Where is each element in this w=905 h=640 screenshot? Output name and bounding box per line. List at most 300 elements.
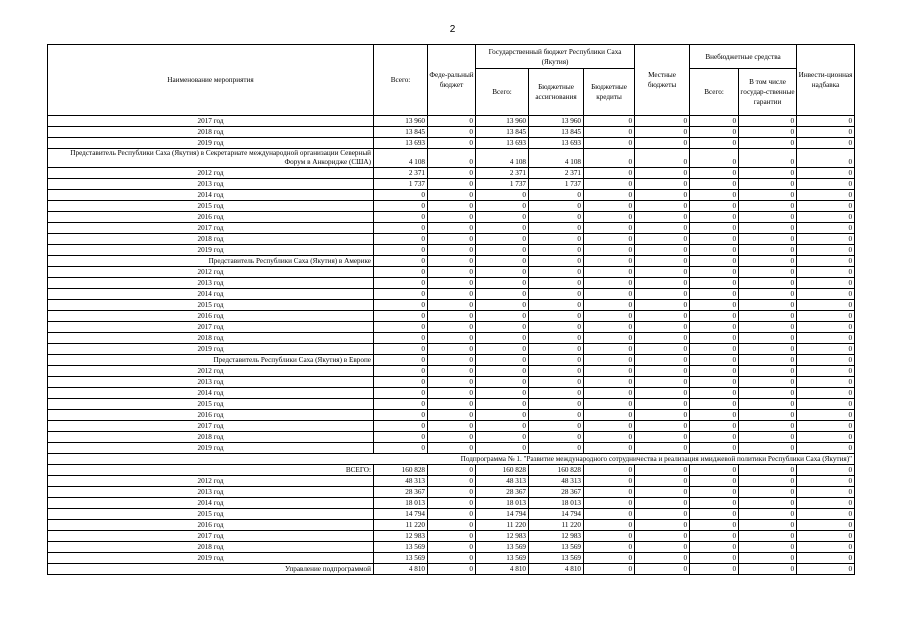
cell-investment: 0 [797, 322, 855, 333]
cell-federal: 0 [428, 498, 476, 509]
cell-local: 0 [635, 333, 690, 344]
cell-investment: 0 [797, 355, 855, 366]
cell-allocations: 0 [529, 245, 584, 256]
cell-local: 0 [635, 377, 690, 388]
year-label: 2012 год [48, 267, 374, 278]
cell-investment: 0 [797, 465, 855, 476]
table-row [48, 289, 855, 300]
cell-credits: 0 [584, 190, 635, 201]
cell-federal: 0 [428, 388, 476, 399]
cell-credits: 0 [584, 509, 635, 520]
table-body [48, 116, 855, 575]
cell-allocations: 18 013 [529, 498, 584, 509]
cell-federal: 0 [428, 116, 476, 127]
cell-allocations: 48 313 [529, 476, 584, 487]
cell-allocations: 0 [529, 234, 584, 245]
cell-state-total: 0 [476, 212, 529, 223]
cell-credits: 0 [584, 388, 635, 399]
cell-allocations: 0 [529, 223, 584, 234]
cell-state-total: 13 569 [476, 542, 529, 553]
cell-off-total: 0 [690, 223, 739, 234]
cell-off-total: 0 [690, 300, 739, 311]
cell-guarantees: 0 [739, 542, 797, 553]
cell-federal: 0 [428, 267, 476, 278]
cell-federal: 0 [428, 223, 476, 234]
cell-guarantees: 0 [739, 138, 797, 149]
table-row [48, 421, 855, 432]
cell-allocations: 4 108 [529, 149, 584, 168]
cell-investment: 0 [797, 410, 855, 421]
cell-local: 0 [635, 465, 690, 476]
cell-state-total: 18 013 [476, 498, 529, 509]
cell-federal: 0 [428, 520, 476, 531]
cell-off-total: 0 [690, 245, 739, 256]
cell-credits: 0 [584, 311, 635, 322]
cell-off-total: 0 [690, 476, 739, 487]
cell-off-total: 0 [690, 465, 739, 476]
cell-investment: 0 [797, 399, 855, 410]
cell-guarantees: 0 [739, 388, 797, 399]
cell-total: 48 313 [374, 476, 428, 487]
cell-local: 0 [635, 498, 690, 509]
cell-guarantees: 0 [739, 234, 797, 245]
cell-state-total: 13 845 [476, 127, 529, 138]
cell-state-total: 0 [476, 201, 529, 212]
cell-guarantees: 0 [739, 267, 797, 278]
cell-federal: 0 [428, 127, 476, 138]
cell-credits: 0 [584, 168, 635, 179]
cell-state-total: 0 [476, 366, 529, 377]
table-row [48, 234, 855, 245]
cell-state-total: 4 810 [476, 564, 529, 575]
cell-credits: 0 [584, 432, 635, 443]
cell-off-total: 0 [690, 432, 739, 443]
cell-federal: 0 [428, 531, 476, 542]
cell-off-total: 0 [690, 149, 739, 168]
year-label: 2015 год [48, 399, 374, 410]
cell-allocations: 0 [529, 278, 584, 289]
cell-off-total: 0 [690, 421, 739, 432]
cell-credits: 0 [584, 300, 635, 311]
cell-investment: 0 [797, 344, 855, 355]
cell-total: 0 [374, 300, 428, 311]
cell-federal: 0 [428, 421, 476, 432]
activity-name: ВСЕГО: [48, 465, 374, 476]
cell-total: 0 [374, 388, 428, 399]
table-row [48, 190, 855, 201]
cell-allocations: 2 371 [529, 168, 584, 179]
cell-allocations: 28 367 [529, 487, 584, 498]
cell-federal: 0 [428, 432, 476, 443]
cell-credits: 0 [584, 344, 635, 355]
cell-federal: 0 [428, 509, 476, 520]
table-row [48, 520, 855, 531]
cell-guarantees: 0 [739, 366, 797, 377]
cell-state-total: 0 [476, 355, 529, 366]
cell-federal: 0 [428, 149, 476, 168]
cell-state-total: 11 220 [476, 520, 529, 531]
cell-total: 0 [374, 344, 428, 355]
cell-total: 0 [374, 432, 428, 443]
table-row [48, 278, 855, 289]
cell-total: 18 013 [374, 498, 428, 509]
cell-total: 0 [374, 399, 428, 410]
cell-credits: 0 [584, 116, 635, 127]
cell-credits: 0 [584, 366, 635, 377]
cell-allocations: 0 [529, 377, 584, 388]
year-label: 2019 год [48, 245, 374, 256]
year-label: 2013 год [48, 377, 374, 388]
cell-guarantees: 0 [739, 553, 797, 564]
year-label: 2015 год [48, 509, 374, 520]
cell-off-total: 0 [690, 520, 739, 531]
cell-credits: 0 [584, 355, 635, 366]
cell-guarantees: 0 [739, 399, 797, 410]
cell-local: 0 [635, 256, 690, 267]
cell-guarantees: 0 [739, 278, 797, 289]
cell-allocations: 1 737 [529, 179, 584, 190]
cell-federal: 0 [428, 278, 476, 289]
table-row [48, 564, 855, 575]
cell-local: 0 [635, 344, 690, 355]
cell-guarantees: 0 [739, 127, 797, 138]
cell-off-total: 0 [690, 311, 739, 322]
cell-local: 0 [635, 476, 690, 487]
cell-total: 160 828 [374, 465, 428, 476]
cell-guarantees: 0 [739, 201, 797, 212]
cell-state-total: 0 [476, 322, 529, 333]
cell-investment: 0 [797, 267, 855, 278]
table-row [48, 388, 855, 399]
cell-local: 0 [635, 564, 690, 575]
cell-total: 0 [374, 212, 428, 223]
cell-credits: 0 [584, 520, 635, 531]
table-row [48, 179, 855, 190]
cell-total: 0 [374, 256, 428, 267]
cell-local: 0 [635, 355, 690, 366]
cell-local: 0 [635, 234, 690, 245]
cell-guarantees: 0 [739, 355, 797, 366]
cell-state-total: 12 983 [476, 531, 529, 542]
cell-local: 0 [635, 127, 690, 138]
cell-state-total: 0 [476, 190, 529, 201]
cell-off-total: 0 [690, 498, 739, 509]
cell-credits: 0 [584, 127, 635, 138]
cell-local: 0 [635, 168, 690, 179]
header-credits: Бюджетные кредиты [584, 69, 635, 116]
cell-total: 0 [374, 377, 428, 388]
cell-total: 0 [374, 223, 428, 234]
cell-allocations: 12 983 [529, 531, 584, 542]
cell-allocations: 0 [529, 421, 584, 432]
cell-credits: 0 [584, 179, 635, 190]
cell-off-total: 0 [690, 212, 739, 223]
cell-total: 4 810 [374, 564, 428, 575]
cell-total: 0 [374, 421, 428, 432]
cell-allocations: 11 220 [529, 520, 584, 531]
cell-state-total: 0 [476, 399, 529, 410]
activity-name: Управление подпрограммой [48, 564, 374, 575]
cell-allocations: 0 [529, 432, 584, 443]
cell-allocations: 0 [529, 289, 584, 300]
cell-federal: 0 [428, 333, 476, 344]
cell-guarantees: 0 [739, 344, 797, 355]
cell-local: 0 [635, 421, 690, 432]
year-label: 2013 год [48, 487, 374, 498]
cell-guarantees: 0 [739, 223, 797, 234]
cell-state-total: 28 367 [476, 487, 529, 498]
cell-local: 0 [635, 300, 690, 311]
cell-total: 0 [374, 366, 428, 377]
cell-state-total: 13 960 [476, 116, 529, 127]
cell-allocations: 0 [529, 256, 584, 267]
cell-off-total: 0 [690, 553, 739, 564]
year-label: 2019 год [48, 138, 374, 149]
cell-credits: 0 [584, 553, 635, 564]
year-label: 2016 год [48, 311, 374, 322]
cell-total: 13 569 [374, 542, 428, 553]
table-row [48, 322, 855, 333]
cell-off-total: 0 [690, 179, 739, 190]
cell-credits: 0 [584, 223, 635, 234]
header-offbudget: Внебюджетные средства [690, 45, 797, 69]
cell-guarantees: 0 [739, 564, 797, 575]
cell-local: 0 [635, 149, 690, 168]
cell-credits: 0 [584, 465, 635, 476]
cell-guarantees: 0 [739, 190, 797, 201]
cell-credits: 0 [584, 138, 635, 149]
cell-off-total: 0 [690, 377, 739, 388]
cell-allocations: 0 [529, 388, 584, 399]
table-row [48, 432, 855, 443]
cell-total: 12 983 [374, 531, 428, 542]
cell-guarantees: 0 [739, 410, 797, 421]
cell-investment: 0 [797, 201, 855, 212]
cell-total: 13 693 [374, 138, 428, 149]
year-label: 2018 год [48, 432, 374, 443]
cell-credits: 0 [584, 410, 635, 421]
cell-guarantees: 0 [739, 520, 797, 531]
cell-total: 13 569 [374, 553, 428, 564]
cell-investment: 0 [797, 234, 855, 245]
cell-off-total: 0 [690, 322, 739, 333]
cell-local: 0 [635, 399, 690, 410]
cell-off-total: 0 [690, 127, 739, 138]
cell-state-total: 0 [476, 267, 529, 278]
page-number: 2 [449, 24, 456, 35]
cell-credits: 0 [584, 333, 635, 344]
cell-federal: 0 [428, 234, 476, 245]
cell-guarantees: 0 [739, 311, 797, 322]
cell-credits: 0 [584, 201, 635, 212]
cell-federal: 0 [428, 201, 476, 212]
cell-federal: 0 [428, 344, 476, 355]
year-label: 2012 год [48, 168, 374, 179]
cell-state-total: 1 737 [476, 179, 529, 190]
cell-state-total: 0 [476, 388, 529, 399]
cell-investment: 0 [797, 564, 855, 575]
cell-federal: 0 [428, 377, 476, 388]
cell-guarantees: 0 [739, 116, 797, 127]
cell-allocations: 13 960 [529, 116, 584, 127]
cell-credits: 0 [584, 267, 635, 278]
year-label: 2013 год [48, 278, 374, 289]
cell-investment: 0 [797, 542, 855, 553]
header-federal: Феде-ральный бюджет [428, 45, 476, 116]
cell-federal: 0 [428, 366, 476, 377]
cell-total: 0 [374, 267, 428, 278]
cell-guarantees: 0 [739, 168, 797, 179]
cell-off-total: 0 [690, 333, 739, 344]
cell-credits: 0 [584, 278, 635, 289]
cell-total: 13 960 [374, 116, 428, 127]
cell-total: 14 794 [374, 509, 428, 520]
cell-state-total: 0 [476, 443, 529, 454]
cell-investment: 0 [797, 366, 855, 377]
table-row [48, 223, 855, 234]
cell-federal: 0 [428, 300, 476, 311]
table-row [48, 149, 855, 168]
header-investment: Инвести-ционная надбавка [797, 45, 855, 116]
cell-local: 0 [635, 553, 690, 564]
cell-state-total: 0 [476, 245, 529, 256]
cell-investment: 0 [797, 190, 855, 201]
year-label: 2015 год [48, 201, 374, 212]
year-label: 2014 год [48, 190, 374, 201]
cell-investment: 0 [797, 476, 855, 487]
cell-off-total: 0 [690, 366, 739, 377]
cell-allocations: 0 [529, 443, 584, 454]
cell-total: 28 367 [374, 487, 428, 498]
table-row [48, 399, 855, 410]
cell-state-total: 14 794 [476, 509, 529, 520]
cell-allocations: 13 845 [529, 127, 584, 138]
cell-allocations: 0 [529, 333, 584, 344]
table-row [48, 201, 855, 212]
table-row [48, 355, 855, 366]
cell-guarantees: 0 [739, 443, 797, 454]
cell-state-total: 160 828 [476, 465, 529, 476]
subprogram-title: Подпрограмма № 1. "Развитие международного сотрудничества и реализация имиджевой политики Республики Саха (Якутия)" [48, 454, 855, 465]
cell-allocations: 13 569 [529, 542, 584, 553]
cell-federal: 0 [428, 487, 476, 498]
cell-total: 0 [374, 443, 428, 454]
table-row [48, 127, 855, 138]
cell-off-total: 0 [690, 201, 739, 212]
cell-state-total: 0 [476, 256, 529, 267]
activity-name: Представитель Республики Саха (Якутия) в Америке [48, 256, 374, 267]
cell-investment: 0 [797, 116, 855, 127]
cell-credits: 0 [584, 377, 635, 388]
cell-state-total: 0 [476, 223, 529, 234]
cell-investment: 0 [797, 127, 855, 138]
table-row [48, 245, 855, 256]
cell-credits: 0 [584, 531, 635, 542]
cell-credits: 0 [584, 256, 635, 267]
cell-total: 2 371 [374, 168, 428, 179]
cell-off-total: 0 [690, 509, 739, 520]
cell-local: 0 [635, 520, 690, 531]
table-row [48, 498, 855, 509]
cell-state-total: 0 [476, 333, 529, 344]
year-label: 2014 год [48, 388, 374, 399]
budget-table [47, 44, 855, 575]
table-row [48, 465, 855, 476]
cell-credits: 0 [584, 421, 635, 432]
year-label: 2016 год [48, 410, 374, 421]
year-label: 2017 год [48, 421, 374, 432]
table-row [48, 344, 855, 355]
cell-off-total: 0 [690, 487, 739, 498]
cell-allocations: 0 [529, 311, 584, 322]
cell-total: 11 220 [374, 520, 428, 531]
cell-guarantees: 0 [739, 498, 797, 509]
cell-local: 0 [635, 116, 690, 127]
cell-state-total: 0 [476, 234, 529, 245]
cell-state-total: 0 [476, 278, 529, 289]
table-row [48, 531, 855, 542]
cell-total: 4 108 [374, 149, 428, 168]
cell-local: 0 [635, 531, 690, 542]
cell-federal: 0 [428, 212, 476, 223]
table-row [48, 168, 855, 179]
cell-credits: 0 [584, 476, 635, 487]
cell-local: 0 [635, 223, 690, 234]
year-label: 2014 год [48, 289, 374, 300]
cell-state-total: 0 [476, 289, 529, 300]
year-label: 2017 год [48, 223, 374, 234]
cell-guarantees: 0 [739, 300, 797, 311]
header-state-total: Всего: [476, 69, 529, 116]
cell-state-total: 0 [476, 377, 529, 388]
year-label: 2018 год [48, 127, 374, 138]
cell-allocations: 0 [529, 366, 584, 377]
cell-total: 0 [374, 311, 428, 322]
cell-federal: 0 [428, 168, 476, 179]
cell-investment: 0 [797, 179, 855, 190]
cell-guarantees: 0 [739, 289, 797, 300]
cell-state-total: 0 [476, 421, 529, 432]
cell-federal: 0 [428, 443, 476, 454]
cell-local: 0 [635, 432, 690, 443]
cell-investment: 0 [797, 245, 855, 256]
cell-off-total: 0 [690, 443, 739, 454]
cell-off-total: 0 [690, 410, 739, 421]
cell-off-total: 0 [690, 355, 739, 366]
cell-local: 0 [635, 190, 690, 201]
cell-local: 0 [635, 267, 690, 278]
cell-allocations: 14 794 [529, 509, 584, 520]
cell-federal: 0 [428, 476, 476, 487]
cell-local: 0 [635, 509, 690, 520]
cell-federal: 0 [428, 179, 476, 190]
cell-investment: 0 [797, 509, 855, 520]
cell-off-total: 0 [690, 267, 739, 278]
cell-total: 1 737 [374, 179, 428, 190]
cell-total: 0 [374, 190, 428, 201]
cell-investment: 0 [797, 300, 855, 311]
cell-local: 0 [635, 388, 690, 399]
cell-local: 0 [635, 366, 690, 377]
header-name: Наименование мероприятия [48, 45, 374, 116]
header-guarantees: В том числе государ-ственные гарантии [739, 69, 797, 116]
cell-allocations: 0 [529, 344, 584, 355]
cell-allocations: 0 [529, 190, 584, 201]
cell-allocations: 13 693 [529, 138, 584, 149]
cell-local: 0 [635, 322, 690, 333]
header-allocations: Бюджетные ассигнования [529, 69, 584, 116]
table-row [48, 553, 855, 564]
